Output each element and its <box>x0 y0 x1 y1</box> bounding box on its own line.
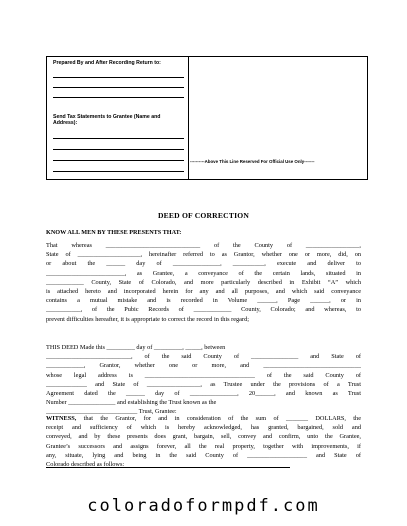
deed-line: Agreement dated the ______ day of _______________, 20______, and known as Trust <box>46 390 361 398</box>
recital-line: That whereas ______________________________ of the County of _________________, <box>46 242 361 249</box>
deed-paragraph <box>46 343 361 417</box>
deed-line: whose legal address is ___________________________________ of the said County of <box>46 371 361 379</box>
recital-line: State of ____________________, hereinafter referred to as Grantor, whether one or more, did, on <box>46 251 361 259</box>
know-all-heading: KNOW ALL MEN BY THESE PRESENTS THAT: <box>46 229 182 236</box>
deed-line: Number _______________ and establishing the Trust known as the <box>46 399 217 407</box>
recital-line: ____________ County, State of Colorado, and more particularly described in Exhibit “A” which <box>46 278 361 286</box>
prepared-line-1 <box>53 77 184 78</box>
deed-line: ___________________________, of the said County of _______________ and State of <box>46 353 361 361</box>
prepared-by-label: Prepared By and After Recording Return to: <box>53 60 161 66</box>
recital-line: or about the ______ day of _______________, __________, execute and deliver to <box>46 260 361 268</box>
tax-line-4 <box>53 171 184 172</box>
witness-bold: WITNESS, <box>46 415 77 422</box>
prepared-line-2 <box>53 87 184 88</box>
witness-first-text: that the Grantor, for and in consideration of the sum of _______ DOLLARS, the <box>76 415 361 422</box>
witness-line: Grantee’s successors and assigns forever, all the real property, together with improvements, if <box>46 442 361 450</box>
site-watermark: coloradoformpdf.com <box>87 496 320 516</box>
witness-line: Colorado described as follows: <box>46 461 125 469</box>
tax-statements-label: Send Tax Statements to Grantee (Name and Address): <box>53 114 161 127</box>
deed-line: _____________ and State of _________________, as Trustee under the provisions of a Trust <box>46 380 361 388</box>
deed-line: THIS DEED Made this _________ day of _________, _____, between <box>46 344 226 351</box>
recital-line: is attached hereto and incorporated herein for any and all purposes, and which said conveyance <box>46 288 361 296</box>
tax-line-1 <box>53 138 184 139</box>
description-line <box>46 467 290 468</box>
recital-line: _________________________, as Grantee, a conveyance of the certain lands, situated in <box>46 269 361 277</box>
deed-line: _____________________________ Trust, Grantee: <box>46 408 177 416</box>
deed-line: ____________, Grantor, whether one or more, and _______________________________ <box>46 362 361 370</box>
tax-line-3 <box>53 160 184 161</box>
recital-line: prevent difficulties hereafter, it is appropriate to correct the record in this regard; <box>46 315 249 323</box>
recording-info-column <box>47 57 189 179</box>
recital-paragraph <box>46 241 361 324</box>
witness-line <box>46 414 361 423</box>
prepared-line-3 <box>53 97 184 98</box>
witness-paragraph <box>46 414 361 469</box>
recital-line: ___________, of the Pubic Records of ____________ County, Colorado; and whereas, to <box>46 306 361 314</box>
official-use-note: ----------Above This Line Reserved For Official Use Only------- <box>190 159 315 164</box>
tax-line-2 <box>53 149 184 150</box>
witness-line: conveyed, and by these presents does grant, bargain, sell, convey and confirm, unto the Grantee, <box>46 433 361 441</box>
witness-line: receipt and sufficiency of which is hereby acknowledged, has granted, bargained, sold and <box>46 424 361 432</box>
recital-line: contains a mutual mistake and is recorded in Volume ______, Page ______, or in <box>46 297 361 305</box>
document-title: DEED OF CORRECTION <box>157 211 250 220</box>
witness-line: any, situate, lying and being in the said County of ___________________ and State of <box>46 451 361 459</box>
